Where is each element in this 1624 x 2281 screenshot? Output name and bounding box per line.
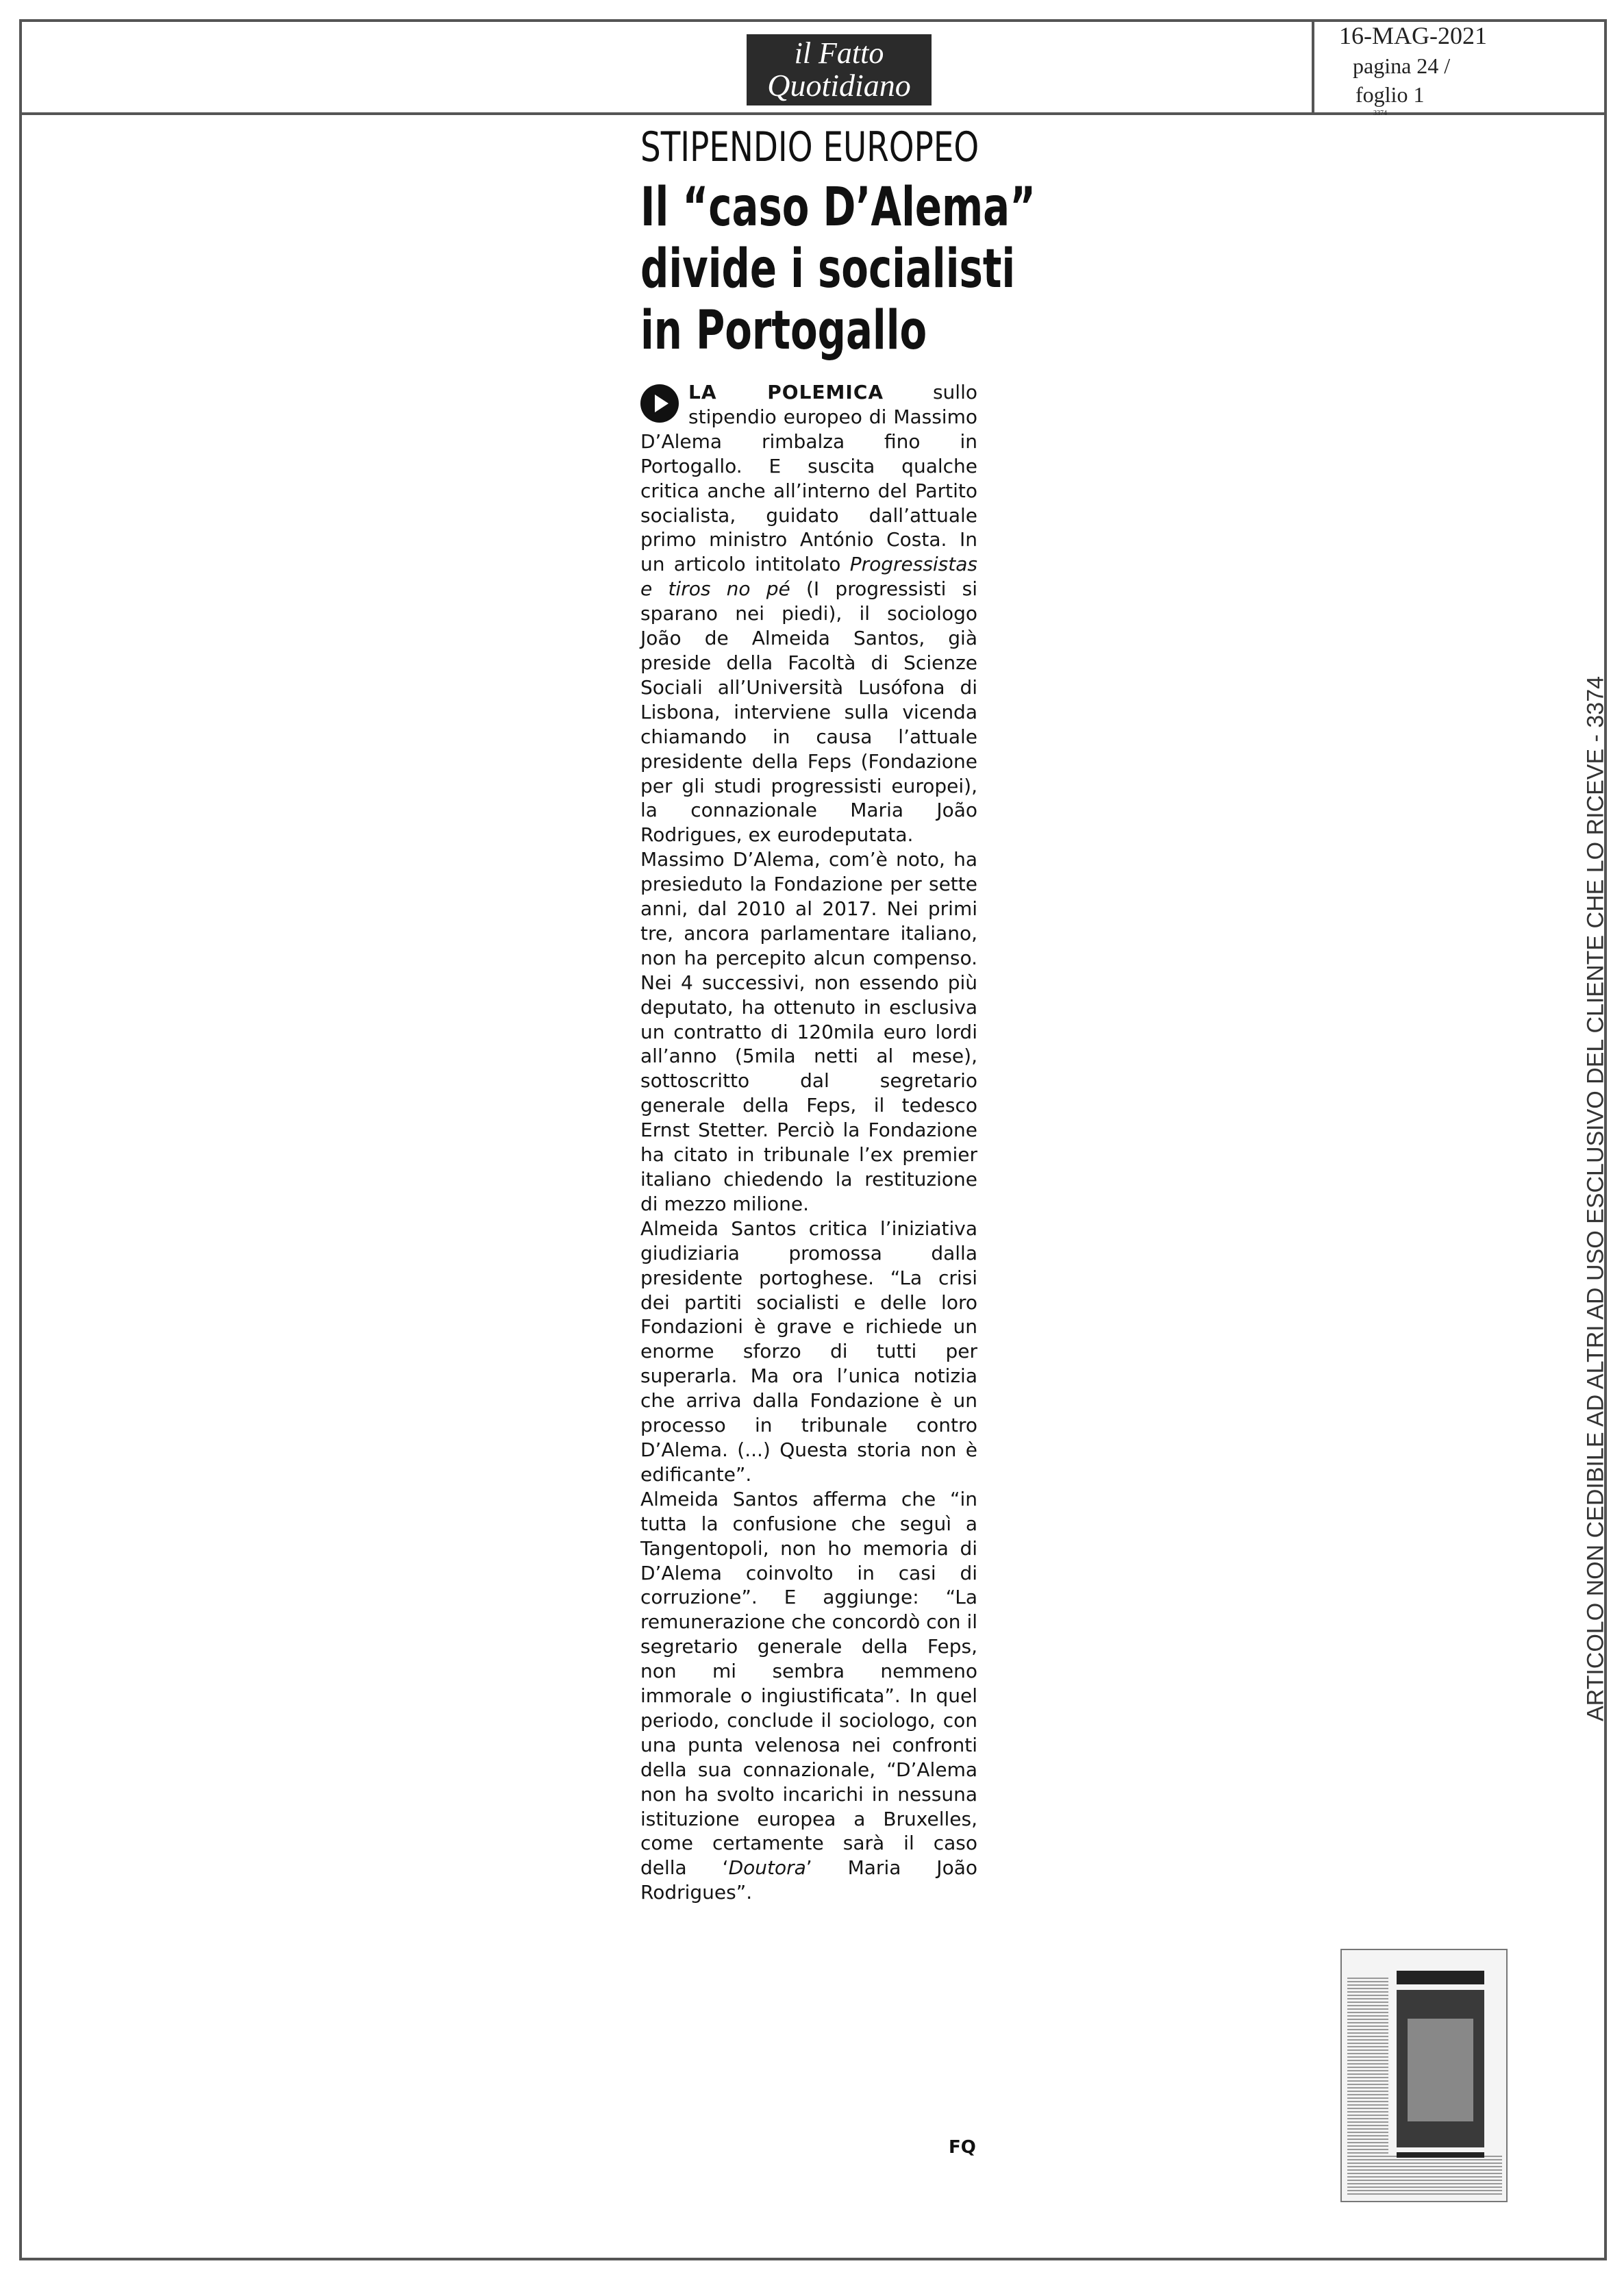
paragraph-text: Almeida Santos afferma che “in tutta la confusione che seguì a Tangentopoli, non ho memoria di D’Alema coinvolto in casi di corruzione”. E aggiunge: “La remunerazione che concordò con il segretario generale della Feps, non mi sembra nemmeno immorale o ingiustificata”. In quel periodo, conclude il sociologo, con una punta velenosa nei confronti della sua connazionale, “D’Alema non ha svolto incarichi in nessuna istituzione europea a Bruxelles, come certamente sarà il caso della ‘: [640, 1487, 977, 1880]
article-body: [640, 380, 977, 1905]
article-headline: [640, 177, 1036, 362]
masthead-logo: [747, 34, 932, 105]
article-paragraph: [640, 1487, 977, 1905]
article-kicker: STIPENDIO EUROPEO: [640, 123, 979, 171]
play-arrow-icon: [640, 384, 679, 423]
paragraph-text: sullo stipendio europeo di Massimo D’Alema rimbalza fino in Portogallo. E suscita qualche critica anche all’interno del Partito socialista, guidato dall’attuale primo ministro António Costa. In un articolo intitolato: [640, 381, 977, 576]
lead-caps: LA POLEMICA: [688, 381, 884, 403]
masthead-line2: Quotidiano: [767, 68, 911, 103]
publication-meta: [1339, 21, 1599, 117]
headline-line: divide i socialisti: [640, 238, 1016, 300]
doutora-italic: Doutora: [728, 1856, 806, 1880]
author-signature: FQ: [949, 2137, 976, 2158]
headline-line: Il “caso D’Alema”: [640, 177, 1036, 238]
sheet-number: foglio 1: [1356, 82, 1425, 107]
paragraph-text: ’ Maria João Rodrigues”.: [640, 1856, 977, 1904]
page-thumbnail: [1340, 1949, 1508, 2202]
header-divider: [1312, 19, 1314, 115]
paragraph-text: (I progressisti si sparano nei piedi), il sociologo João de Almeida Santos, già preside della Facoltà di Scienze Sociali all’Università Lusófona di Lisbona, interviene sulla vicenda chiamando in causa l’attuale presidente della Feps (Fondazione per gli studi progressisti europei), la connazionale Maria João Rodrigues, ex eurodeputata.: [640, 577, 978, 847]
publication-date: 16-MAG-2021: [1339, 22, 1487, 49]
page-number: pagina 24 /: [1353, 53, 1451, 78]
article-paragraph: Massimo D’Alema, com’è noto, ha presieduto la Fondazione per sette anni, dal 2010 al 2017. Nei primi tre, ancora parlamentare italiano, non ha percepito alcun compenso. Nei 4 successivi, non essendo più deputato, ha ottenuto in esclusiva un contratto di 120mila euro lordi all’anno (5mila netti al mese), sottoscritto dal segretario generale della Feps, il tedesco Ernst Stetter. Perciò la Fondazione ha citato in tribunale l’ex premier italiano chiedendo la restituzione di mezzo milione.: [640, 848, 977, 1215]
article-paragraph: [640, 380, 977, 847]
masthead-line1: il Fatto: [794, 36, 884, 70]
article-title-italic: Progressistas e tiros no pé: [640, 553, 977, 601]
article-paragraph: Almeida Santos critica l’iniziativa giudiziaria promossa dalla presidente portoghese. “La crisi dei partiti socialisti e delle loro Fondazioni è grave e richiede un enorme sforzo di tutti per superarla. Ma ora l’unica notizia che arriva dalla Fondazione è un processo in tribunale contro D’Alema. (...) Questa storia non è edificante”.: [640, 1217, 977, 1486]
client-code: 3374: [1373, 110, 1387, 117]
headline-line: in Portogallo: [640, 300, 927, 362]
copyright-notice: ARTICOLO NON CEDIBILE AD ALTRI AD USO ESCLUSIVO DEL CLIENTE CHE LO RICEVE - 3374: [1582, 675, 1609, 1722]
